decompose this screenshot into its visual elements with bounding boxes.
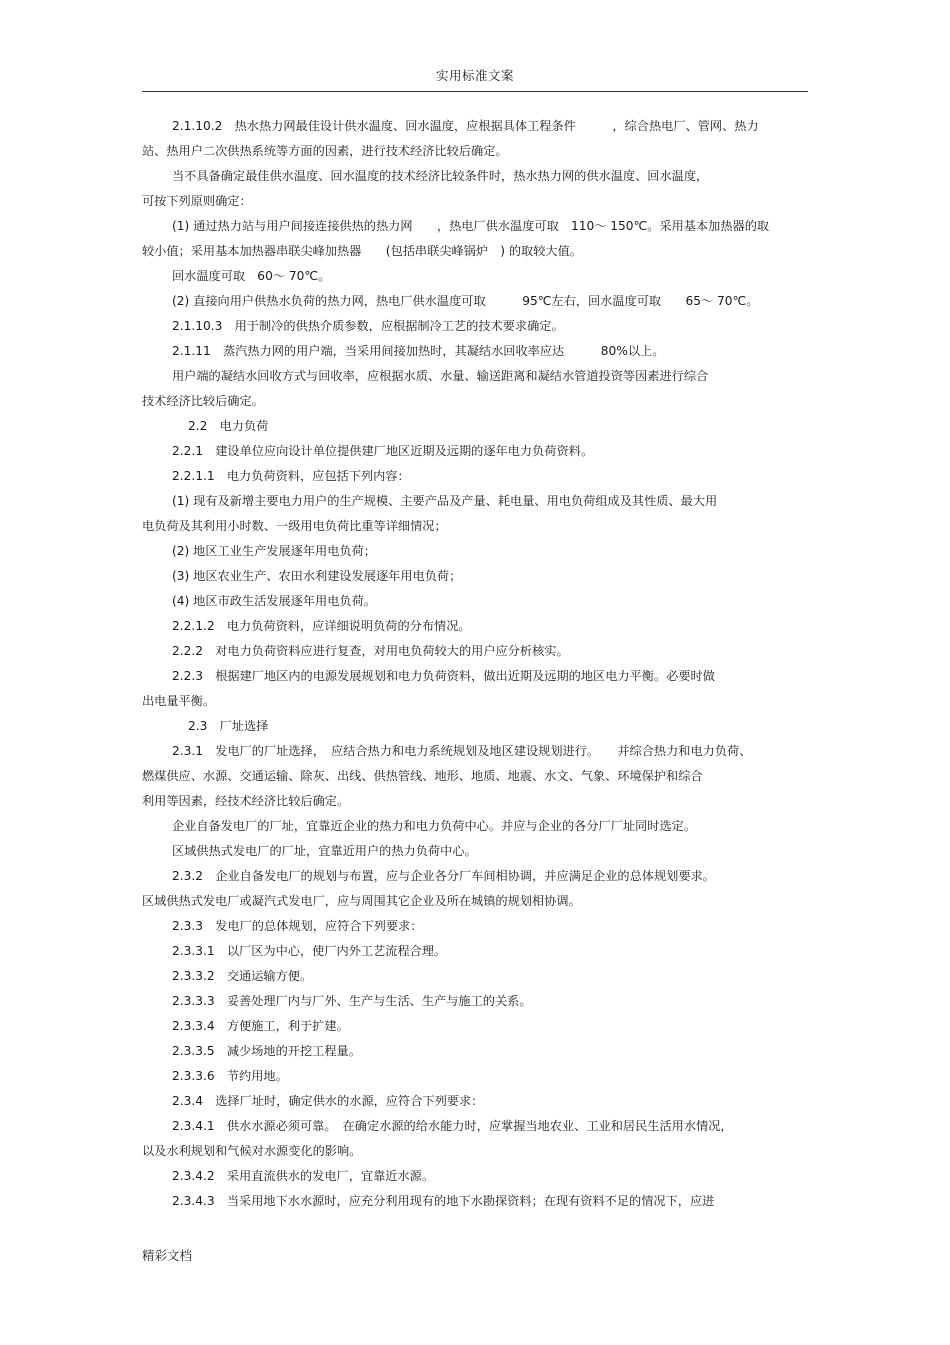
text-line: 2.2.1 建设单位应向设计单位提供建厂地区近期及远期的逐年电力负荷资料。: [172, 444, 594, 458]
text-line: 2.3.3 发电厂的总体规划，应符合下列要求：: [172, 919, 423, 933]
text-line: 2.3.4.1 供水水源必须可靠。 在确定水源的给水能力时，应掌握当地农业、工业和居民生活用水情况，: [172, 1119, 733, 1133]
text-line: 2.3.4 选择厂址时，确定供水的水源，应符合下列要求：: [172, 1094, 484, 1108]
text-line: (2) 地区工业生产发展逐年用电负荷；: [172, 544, 376, 558]
page-footer-label: 精彩文档: [142, 1248, 193, 1263]
text-line: 2.3.4.3 当采用地下水水源时，应充分利用现有的地下水勘探资料；在现有资料不足的情况下，应进: [172, 1194, 715, 1208]
text-line: 2.3.3.2 交通运输方便。: [172, 969, 313, 983]
text-line: 2.3 厂址选择: [188, 719, 269, 733]
text-line: 2.2.1.1 电力负荷资料，应包括下列内容：: [172, 469, 410, 483]
page-header-title: 实用标准文案: [435, 68, 514, 83]
document-body: [142, 114, 808, 1214]
text-line: 较小值；采用基本加热器串联尖峰加热器 (包括串联尖峰锅炉 ) 的取较大值。: [142, 244, 582, 258]
text-line: 2.1.11 蒸汽热力网的用户端，当采用间接加热时，其凝结水回收率应达 80%以上。: [172, 344, 665, 358]
text-line: 2.2.3 根据建厂地区内的电源发展规划和电力负荷资料，做出近期及远期的地区电力平衡。必要时做: [172, 669, 715, 683]
text-line: 2.3.3.5 减少场地的开挖工程量。: [172, 1044, 361, 1058]
text-line: 用户端的凝结水回收方式与回收率，应根据水质、水量、输送距离和凝结水管道投资等因素进行综合: [172, 369, 709, 383]
text-line: 2.3.3.3 妥善处理厂内与厂外、生产与生活、生产与施工的关系。: [172, 994, 532, 1008]
text-line: (4) 地区市政生活发展逐年用电负荷。: [172, 594, 376, 608]
text-line: 2.3.2 企业自备发电厂的规划与布置，应与企业各分厂车间相协调，并应满足企业的总体规划要求。: [172, 869, 715, 883]
text-line: 2.1.10.2 热水热力网最佳设计供水温度、回水温度，应根据具体工程条件 ，综合热电厂、管网、热力: [172, 119, 759, 133]
text-line: 技术经济比较后确定。: [142, 394, 264, 408]
text-line: 站、热用户二次供热系统等方面的因素，进行技术经济比较后确定。: [142, 144, 508, 158]
text-line: 2.3.3.4 方便施工，利于扩建。: [172, 1019, 349, 1033]
text-line: 利用等因素，经技术经济比较后确定。: [142, 794, 350, 808]
text-line: (1) 现有及新增主要电力用户的生产规模、主要产品及产量、耗电量、用电负荷组成及其性质、最大用: [172, 494, 718, 508]
text-line: (3) 地区农业生产、农田水利建设发展逐年用电负荷；: [172, 569, 462, 583]
text-line: 2.1.10.3 用于制冷的供热介质参数，应根据制冷工艺的技术要求确定。: [172, 319, 564, 333]
text-line: 2.2.1.2 电力负荷资料，应详细说明负荷的分布情况。: [172, 619, 471, 633]
text-line: 区域供热式发电厂或凝汽式发电厂，应与周围其它企业及所在城镇的规划相协调。: [142, 894, 581, 908]
text-line: 可按下列原则确定：: [142, 194, 252, 208]
text-line: (1) 通过热力站与用户间接连接供热的热力网 ，热电厂供水温度可取 110～ 150℃。采用基本加热器的取: [172, 219, 770, 233]
text-line: 2.2.2 对电力负荷资料应进行复查，对用电负荷较大的用户应分析核实。: [172, 644, 569, 658]
text-line: 以及水利规划和气候对水源变化的影响。: [142, 1144, 362, 1158]
text-line: 企业自备发电厂的厂址，宜靠近企业的热力和电力负荷中心。并应与企业的各分厂厂址同时选定。: [172, 819, 697, 833]
text-line: 2.3.3.6 节约用地。: [172, 1069, 288, 1083]
text-line: 电负荷及其利用小时数、一级用电负荷比重等详细情况；: [142, 519, 447, 533]
text-line: 出电量平衡。: [142, 694, 216, 708]
text-line: 2.3.3.1 以厂区为中心，使厂内外工艺流程合理。: [172, 944, 447, 958]
text-line: 2.3.4.2 采用直流供水的发电厂，宜靠近水源。: [172, 1169, 435, 1183]
text-line: 区域供热式发电厂的厂址，宜靠近用户的热力负荷中心。: [172, 844, 477, 858]
text-line: 2.3.1 发电厂的厂址选择， 应结合热力和电力系统规划及地区建设规划进行。 并综合热力和电力负荷、: [172, 744, 752, 758]
header-divider: [142, 91, 808, 92]
text-line: 燃煤供应、水源、交通运输、除灰、出线、供热管线、地形、地质、地震、水文、气象、环境保护和综合: [142, 769, 703, 783]
text-line: 回水温度可取 60～ 70℃。: [172, 269, 331, 283]
text-line: 2.2 电力负荷: [188, 419, 269, 433]
text-line: (2) 直接向用户供热水负荷的热力网，热电厂供水温度可取 95℃左右，回水温度可取 65～ 70℃。: [172, 294, 759, 308]
text-line: 当不具备确定最佳供水温度、回水温度的技术经济比较条件时，热水热力网的供水温度、回水温度，: [172, 169, 709, 183]
